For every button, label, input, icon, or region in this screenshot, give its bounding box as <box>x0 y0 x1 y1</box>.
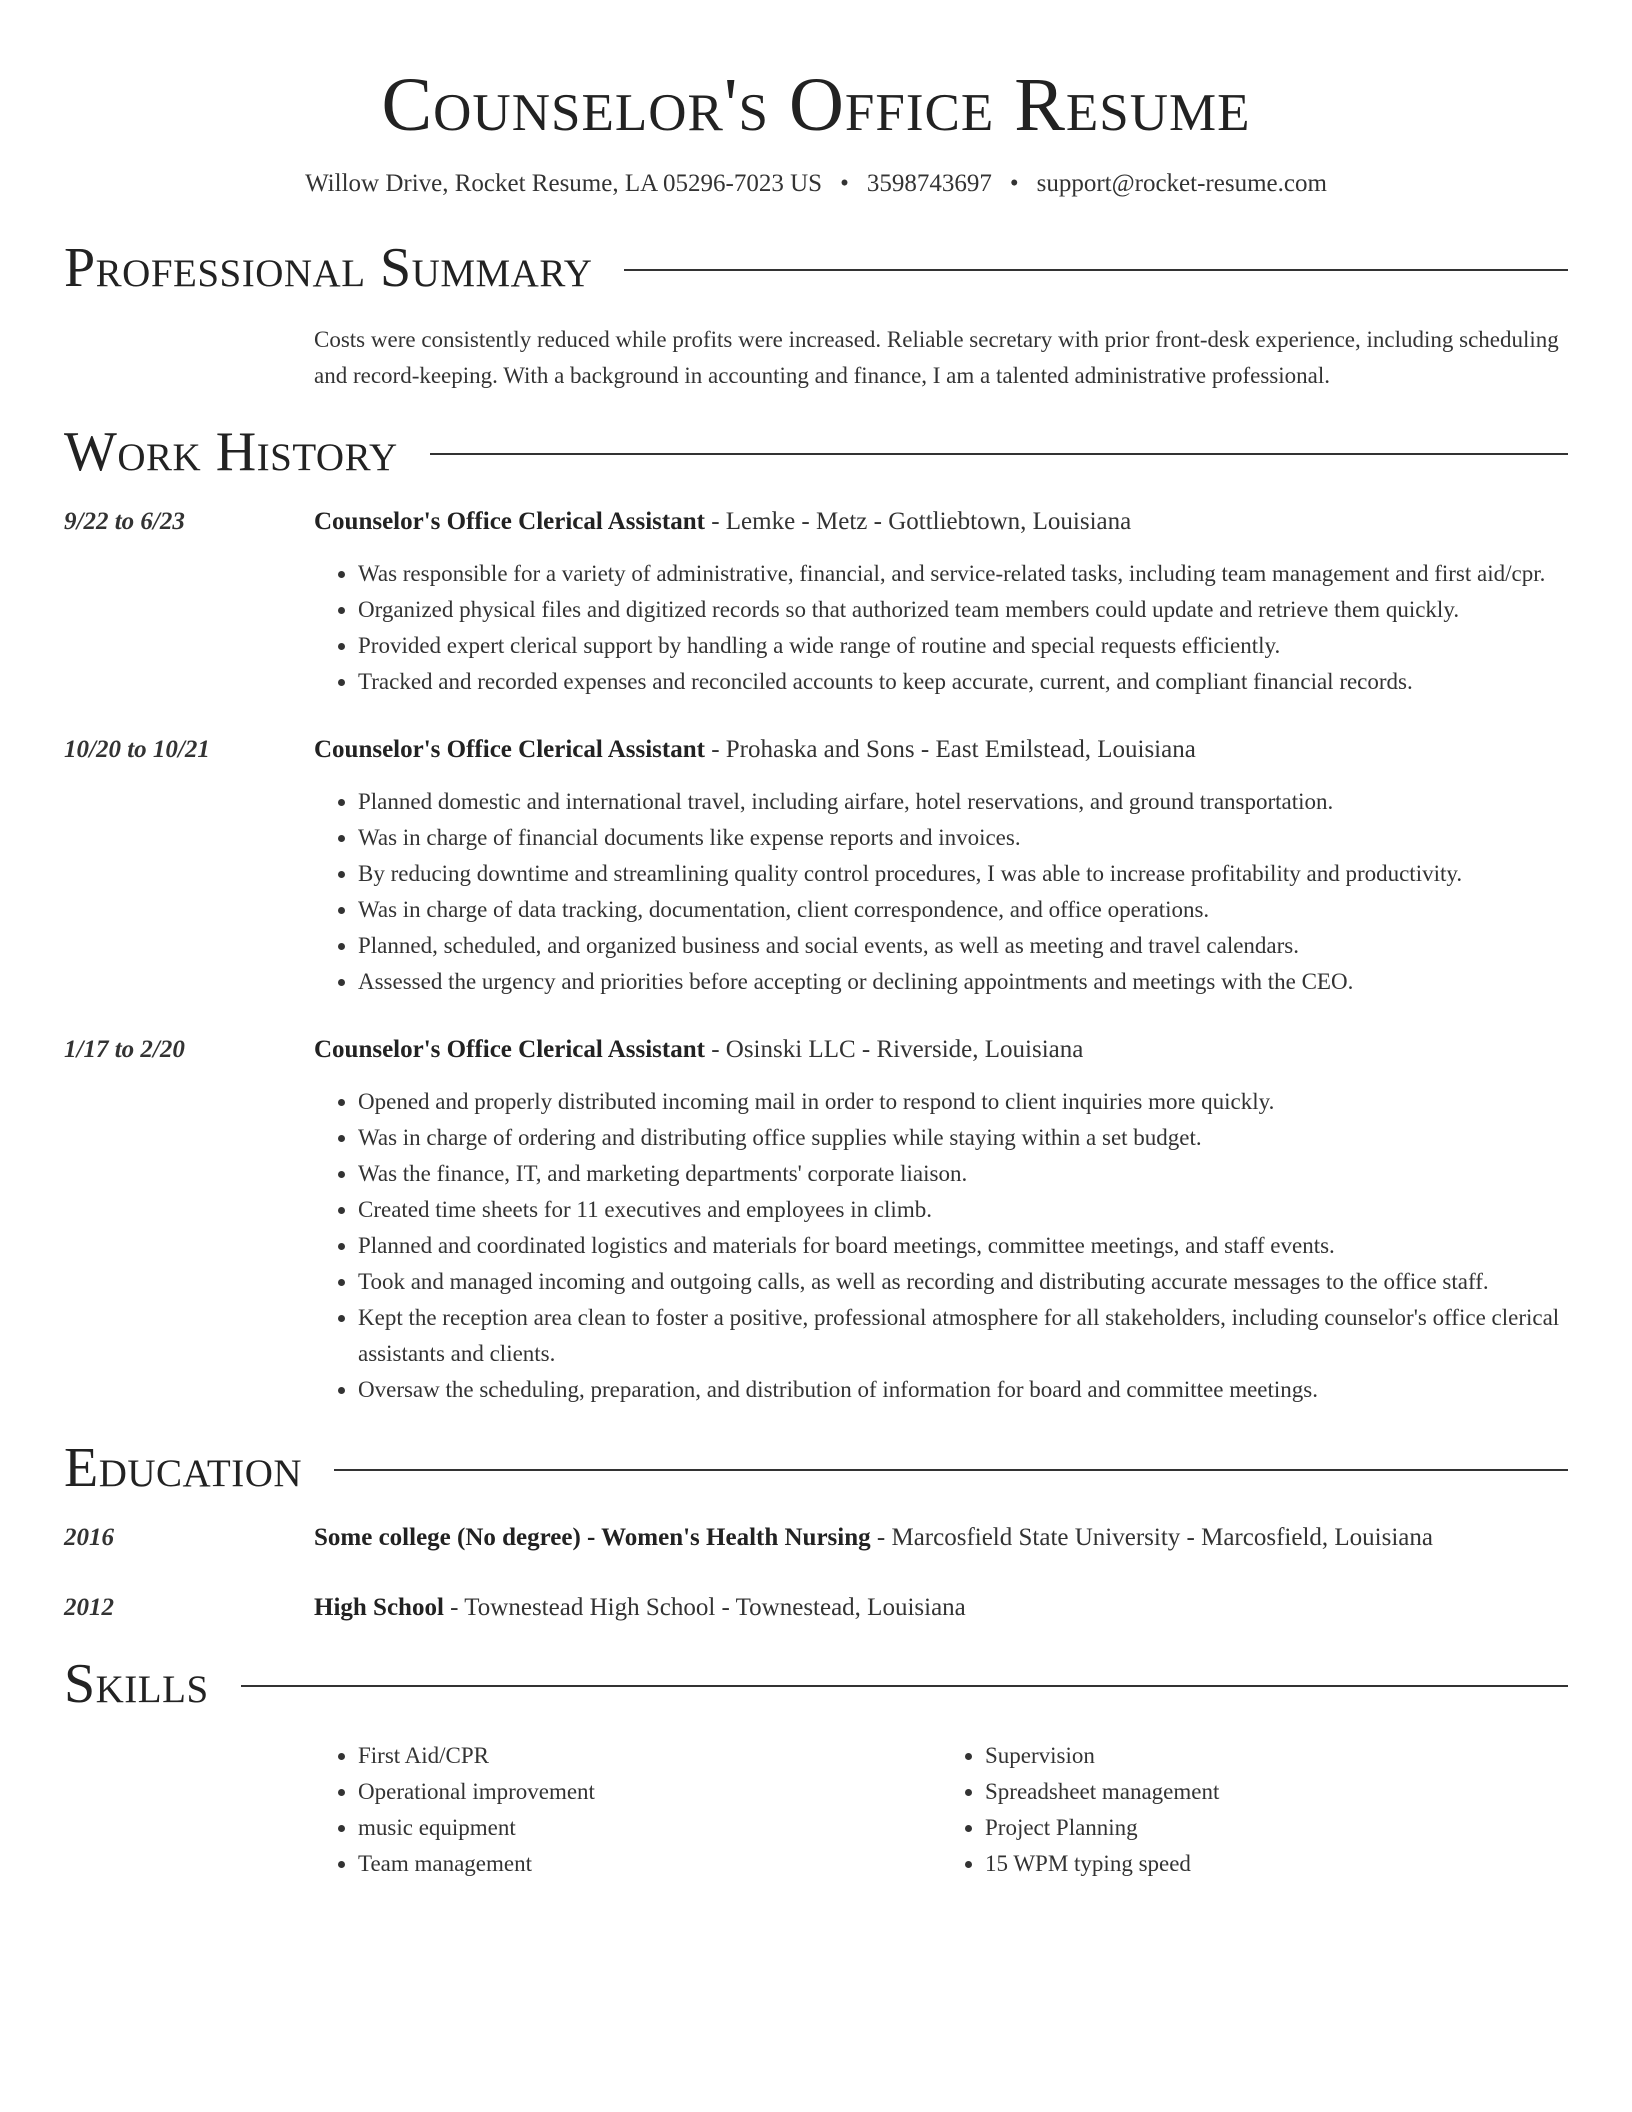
education-year: 2016 <box>64 1524 114 1551</box>
education-school: - Townestead High School - Townestead, Louisiana <box>443 1594 966 1621</box>
skill-item: • Supervision <box>985 1738 1568 1774</box>
education-year: 2012 <box>64 1594 114 1621</box>
skill-item: • First Aid/CPR <box>358 1738 941 1774</box>
job-bullet: • Planned and coordinated logistics and materials for board meetings, committee meetings, and staff events. <box>358 1228 1568 1264</box>
contact-separator: • <box>1009 170 1019 197</box>
skills-section-header <box>64 1652 1568 1716</box>
education-degree: Some college (No degree) - Women's Health Nursing <box>314 1524 871 1551</box>
contact-separator: • <box>840 170 849 197</box>
job-bullet: • By reducing downtime and streamlining quality control procedures, I was able to increase profitability and productivity. <box>358 856 1568 892</box>
job-bullet: • Oversaw the scheduling, preparation, and distribution of information for board and committee meetings. <box>358 1372 1568 1408</box>
job-title: Counselor's Office Clerical Assistant <box>314 736 705 763</box>
education-section-header <box>64 1436 1568 1500</box>
job-bullets <box>314 556 1568 700</box>
job-employer: - Osinski LLC - Riverside, Louisiana <box>704 1036 1084 1063</box>
job-employer: - Prohaska and Sons - East Emilstead, Louisiana <box>704 736 1196 763</box>
skill-item: • 15 WPM typing speed <box>985 1846 1568 1882</box>
job-bullet: • Kept the reception area clean to foster a positive, professional atmosphere for all stakeholders, including counselor's office clerical assistants and clients. <box>358 1300 1568 1372</box>
job-bullet: • Planned, scheduled, and organized business and social events, as well as meeting and travel calendars. <box>358 928 1568 964</box>
job-bullets <box>314 784 1568 1000</box>
skill-item: • Operational improvement <box>358 1774 941 1810</box>
job-bullet: • Organized physical files and digitized records so that authorized team members could update and retrieve them quickly. <box>358 592 1568 628</box>
contact-address: Willow Drive, Rocket Resume, LA 05296-7023 US <box>305 170 823 197</box>
section-divider <box>624 269 1568 271</box>
job-entry <box>64 506 1568 700</box>
job-dates: 1/17 to 2/20 <box>64 1036 185 1063</box>
contact-line <box>64 168 1568 200</box>
skills-heading: Skills <box>64 1653 209 1715</box>
summary-heading: Professional Summary <box>64 237 593 299</box>
education-entry <box>64 1592 1568 1624</box>
work-heading: Work History <box>64 421 398 483</box>
contact-email: support@rocket-resume.com <box>1036 170 1327 197</box>
education-school: - Marcosfield State University - Marcosfield, Louisiana <box>870 1524 1433 1551</box>
summary-text: Costs were consistently reduced while profits were increased. Reliable secretary with prior front-desk experience, including scheduling and record-keeping. With a background in accounting and finance, I am a talented administrative professional. <box>314 327 1559 388</box>
skill-item: • Spreadsheet management <box>985 1774 1568 1810</box>
job-bullet: • Was in charge of data tracking, documentation, client correspondence, and office operations. <box>358 892 1568 928</box>
job-bullet: • Assessed the urgency and priorities before accepting or declining appointments and meetings with the CEO. <box>358 964 1568 1000</box>
education-entry <box>64 1522 1568 1554</box>
job-bullet: • Opened and properly distributed incoming mail in order to respond to client inquiries more quickly. <box>358 1084 1568 1120</box>
job-dates: 10/20 to 10/21 <box>64 736 210 763</box>
job-title: Counselor's Office Clerical Assistant <box>314 508 705 535</box>
work-section-header <box>64 420 1568 484</box>
job-bullet: • Was the finance, IT, and marketing departments' corporate liaison. <box>358 1156 1568 1192</box>
education-degree: High School <box>314 1594 444 1621</box>
job-bullet: • Was responsible for a variety of administrative, financial, and service-related tasks, including team management and first aid/cpr. <box>358 556 1568 592</box>
skills-list-left <box>314 1738 941 1882</box>
education-heading: Education <box>64 1437 303 1499</box>
job-title: Counselor's Office Clerical Assistant <box>314 1036 705 1063</box>
skill-item: • music equipment <box>358 1810 941 1846</box>
skills-row <box>64 1738 1568 1882</box>
skill-item: • Team management <box>358 1846 941 1882</box>
skills-left-spacer <box>64 1738 314 1882</box>
job-bullet: • Tracked and recorded expenses and reconciled accounts to keep accurate, current, and compliant financial records. <box>358 664 1568 700</box>
section-divider <box>430 453 1568 455</box>
job-bullet: • Was in charge of financial documents like expense reports and invoices. <box>358 820 1568 856</box>
job-entry <box>64 734 1568 1000</box>
summary-section-header <box>64 236 1568 300</box>
summary-row <box>64 322 1568 394</box>
job-title-line <box>314 506 1568 538</box>
job-bullet: • Created time sheets for 11 executives and employees in climb. <box>358 1192 1568 1228</box>
skills-list-right <box>941 1738 1568 1882</box>
skills-grid <box>314 1738 1568 1882</box>
skill-item: • Project Planning <box>985 1810 1568 1846</box>
job-bullet: • Took and managed incoming and outgoing calls, as well as recording and distributing accurate messages to the office staff. <box>358 1264 1568 1300</box>
job-employer: - Lemke - Metz - Gottliebtown, Louisiana <box>704 508 1132 535</box>
summary-left-spacer <box>64 322 314 394</box>
resume-title: Counselor's Office Resume <box>381 63 1251 147</box>
job-bullet: • Planned domestic and international travel, including airfare, hotel reservations, and ground transportation. <box>358 784 1568 820</box>
contact-phone: 3598743697 <box>866 170 992 197</box>
job-title-line <box>314 734 1568 766</box>
section-divider <box>334 1469 1568 1471</box>
job-bullets <box>314 1084 1568 1408</box>
section-divider <box>241 1685 1568 1687</box>
job-dates: 9/22 to 6/23 <box>64 508 185 535</box>
job-bullet: • Was in charge of ordering and distributing office supplies while staying within a set budget. <box>358 1120 1568 1156</box>
job-entry <box>64 1034 1568 1408</box>
job-title-line <box>314 1034 1568 1066</box>
job-bullet: • Provided expert clerical support by handling a wide range of routine and special requests efficiently. <box>358 628 1568 664</box>
